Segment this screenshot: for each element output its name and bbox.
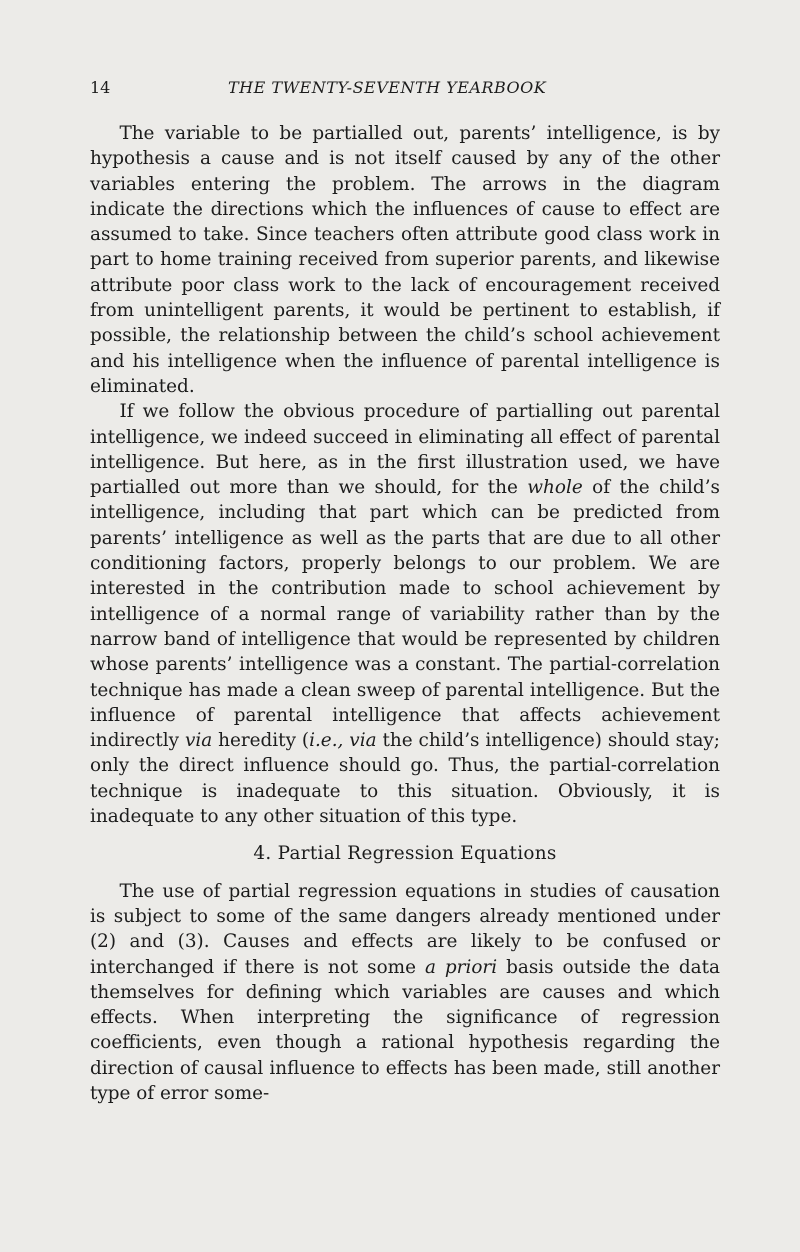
paragraph-1: The variable to be partialled out, parents’ intelligence, is by hypothesis a cause and is not itself caused by any of the other variables entering the problem. The arrows in the diagram indicate the directions which the influences of cause to effect are assumed to take. Since teachers often attribute good class work in part to home training received from superior parents, and likewise attribute poor class work to the lack of encouragement received from unintelligent parents, it would be pertinent to establish, if possible, the relationship between the child’s school achievement and his intelligence when the influence of parental intelligence is eliminated.	[90, 123, 720, 397]
emphasis-a-priori: a priori	[424, 956, 498, 978]
emphasis-whole: whole	[527, 477, 583, 499]
paragraph-3	[90, 879, 720, 1107]
emphasis-via: via	[184, 730, 213, 752]
running-title: THE TWENTY-SEVENTH YEARBOOK	[228, 78, 547, 97]
emphasis-ie-via: i.e., via	[309, 730, 377, 752]
paragraph-2-part-c: of the child’s intelligence, including that part which can be predicted from parents’ intelligence as well as the parts that are due to all other conditioning factors, properly belongs to our problem. We are interested in the contribution made to school achievement by intelligence of a normal range of variability rather than by the narrow band of intelligence that would be represented by children whose parents’ intelligence was a constant. The partial-correlation technique has made a clean sweep of parental intelligence. But the influence of parental intelligence that affects achievement indirectly	[90, 477, 720, 752]
paragraph-2	[90, 399, 720, 829]
body-text	[90, 121, 720, 1106]
section-heading: 4. Partial Regression Equations	[253, 843, 557, 865]
paragraph-3-part-c: basis outside the data themselves for defining which variables are causes and which effects. When interpreting the significance of regression coefficients, even though a rational hypothesis regarding the direction of causal influence to effects has been made, still another type of error some-	[90, 956, 720, 1104]
page-number: 14	[90, 78, 111, 97]
paragraph-2-part-a: If we follow the obvious procedure of partialling out parental intelligence, we indeed succeed in eliminating all effect of parental intelligence. But here, as in the first illustration used, we have partialled out more than we should, for the	[90, 401, 720, 499]
paragraph-3-part-a: The use of partial regression equations in studies of causation is subject to some of the same dangers already mentioned under (2) and (3). Causes and effects are likely to be confused or interchanged if there is not some	[90, 880, 720, 978]
paragraph-2-part-g: the child’s intelligence) should stay; only the direct influence should go. Thus, the partial-correlation technique is inadequate to this situation. Obviously, it is inadequate to any other situation of this type.	[90, 730, 720, 828]
paragraph-2-part-e: heredity (	[212, 730, 310, 752]
page-header	[90, 78, 720, 102]
